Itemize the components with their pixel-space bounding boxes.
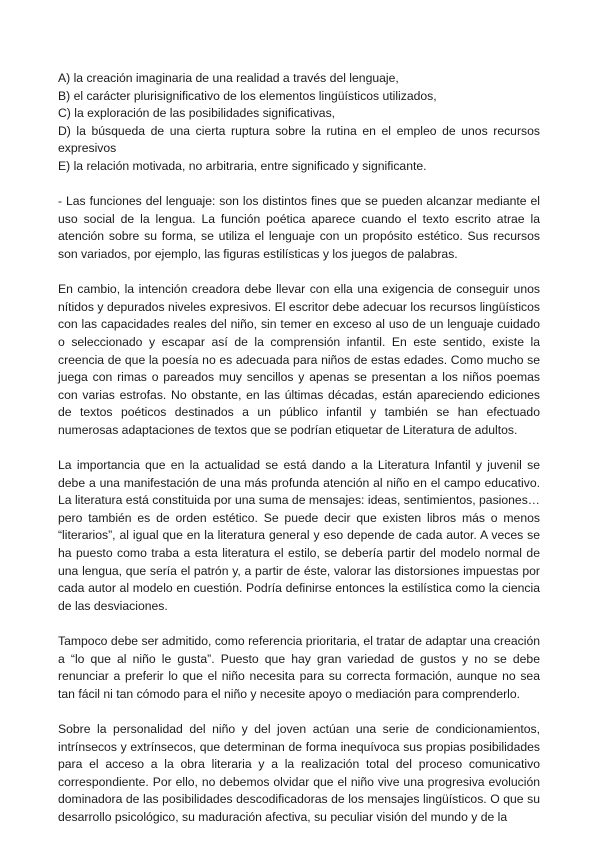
paragraph-intencion-creadora: En cambio, la intención creadora debe llevar con ella una exigencia de conseguir unos nítidos y depurados niveles expresivos. El escritor debe adecuar los recursos lingüísticos con las capacidades reales del niño, sin temer en exceso al uso de un lenguaje cuidado o seleccionado y escapar así de la comprensión infantil. En este sentido, existe la creencia de que la poesía no es adecuada para niños de estas edades. Como mucho se juega con rimas o pareados muy sencillos y apenas se presentan a los niños poemas con varias estrofas. No obstante, en las últimas décadas, están apareciendo ediciones de textos poéticos destinados a un público infantil y también se han efectuado numerosas adaptaciones de textos que se podrían etiquetar de Literatura de adultos. [58,282,540,437]
document-page [58,70,540,844]
list-item-b: B) el carácter plurisignificativo de los elementos lingüísticos utilizados, [58,88,437,103]
list-item-d: D) la búsqueda de una cierta ruptura sobre la rutina en el empleo de unos recursos expresivos [58,123,540,156]
paragraph-personalidad-nino: Sobre la personalidad del niño y del joven actúan una serie de condicionamientos, intrínsecos y extrínsecos, que determinan de forma inequívoca sus propias posibilidades para el acceso a la obra literaria y a la realización total del proceso comunicativo correspondiente. Por ello, no debemos olvidar que el niño vive una progresiva evolución dominadora de las posibilidades descodificadoras de los mensajes lingüísticos. O que su desarrollo psicológico, su maduración afectiva, su peculiar visión del mundo y de la [58,721,540,824]
paragraph-adaptar-creacion: Tampoco debe ser admitido, como referencia prioritaria, el tratar de adaptar una creación a “lo que al niño le gusta”. Puesto que hay gran variedad de gustos y no se debe renunciar a preferir lo que el niño necesita para su correcta formación, aunque no sea tan fácil ni tan cómodo para el niño y necesite apoyo o mediación para comprenderlo. [58,634,540,701]
list-item-e: E) la relación motivada, no arbitraria, entre significado y significante. [58,158,427,173]
paragraph-importancia-literatura: La importancia que en la actualidad se está dando a la Literatura Infantil y juvenil se debe a una manifestación de una más profunda atención al niño en el campo educativo. La literatura está constituida por una suma de mensajes: ideas, sentimientos, pasiones… pero también es de orden estético. Se puede decir que existen libros más o menos “literarios”, al igual que en la literatura general y eso depende de cada autor. A veces se ha puesto como traba a esta literatura el estilo, se debería partir del modelo normal de una lengua, que sería el patrón y, a partir de éste, valorar las distorsiones impuestas por cada autor al modelo en cuestión. Podría definirse entonces la estilística como la ciencia de las desviaciones. [58,458,540,613]
literary-features-list [58,70,540,176]
paragraph-funciones-lenguaje: - Las funciones del lenguaje: son los distintos fines que se pueden alcanzar mediante el uso social de la lengua. La función poética aparece cuando el texto escrito atrae la atención sobre su forma, se utiliza el lenguaje con un propósito estético. Sus recursos son variados, por ejemplo, las figuras estilísticas y los juegos de palabras. [58,194,540,261]
list-item-c: C) la exploración de las posibilidades significativas, [58,106,336,121]
list-item-a: A) la creación imaginaria de una realidad a través del lenguaje, [58,71,399,85]
